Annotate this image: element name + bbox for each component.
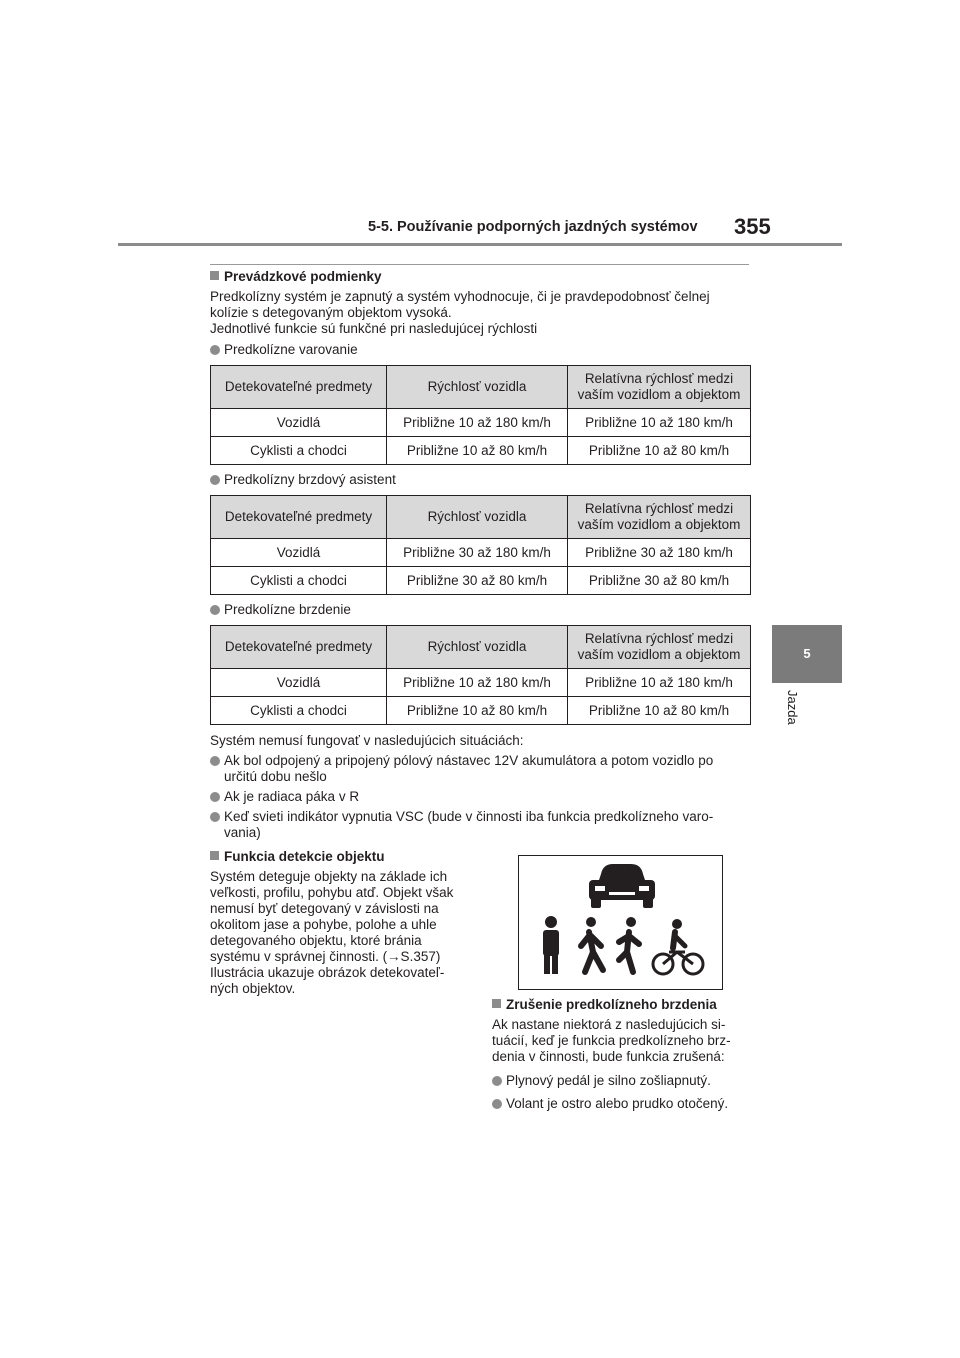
table-row: [211, 437, 751, 465]
bullet-dot-icon: [210, 345, 220, 355]
bullet-table-title: Predkolízne varovanie: [210, 342, 358, 358]
bullet-dot-icon: [210, 756, 220, 766]
detectable-objects-illustration: [518, 855, 723, 990]
speed-table-brake-assist: [210, 495, 751, 595]
intro-paragraph: Predkolízny systém je zapnutý a systém vyhodnocuje, či je pravdepodobnosť čelnej kolízie s detegovaným objektom vysoká. Jednotlivé funkcie sú funkčné pri nasledujúcej rýchlosti: [210, 289, 710, 336]
table-cell: Približne 30 až 180 km/h: [568, 539, 751, 567]
header-rule: [118, 243, 842, 246]
table-header-cell: Relatívna rýchlosť medzi vaším vozidlom a objektom: [568, 496, 751, 539]
table-cell: Približne 10 až 180 km/h: [568, 669, 751, 697]
table-row: [211, 669, 751, 697]
bullet-dot-icon: [492, 1076, 502, 1086]
pedestrian-standing-icon: [543, 916, 559, 974]
table-header-cell: Relatívna rýchlosť medzi vaším vozidlom a objektom: [568, 366, 751, 409]
situations-intro: Systém nemusí fungovať v nasledujúcich situáciách:: [210, 733, 524, 748]
table-header-cell: Rýchlosť vozidla: [387, 366, 568, 409]
speed-table-braking: [210, 625, 751, 725]
illustration-svg: [519, 856, 722, 989]
section-square-icon: [210, 271, 219, 280]
table-cell: Približne 10 až 80 km/h: [387, 697, 568, 725]
table-row: [211, 697, 751, 725]
table-cell: Cyklisti a chodci: [211, 437, 387, 465]
table-header-cell: Rýchlosť vozidla: [387, 496, 568, 539]
section-heading-object-detection: Funkcia detekcie objektu: [210, 848, 385, 865]
cancel-braking-paragraph: Ak nastane niektorá z nasledujúcich si- tuácií, keď je funkcia predkolízneho brz- denia v činnosti, bude funkcia zrušená:: [492, 1017, 731, 1064]
table-row: [211, 539, 751, 567]
bullet-dot-icon: [210, 475, 220, 485]
section-square-icon: [492, 999, 501, 1008]
cancel-condition-item: Volant je ostro alebo prudko otočený.: [492, 1096, 728, 1112]
chapter-tab-number: 5: [803, 646, 811, 661]
table-cell: Vozidlá: [211, 669, 387, 697]
object-detection-paragraph: Systém deteguje objekty na základe ich veľkosti, profilu, pohybu atď. Objekt však nemusí byť detegovaný v závislosti na okolitom jase a pohybe, polohe a uhle detegovaného objektu, ktoré bránia systému v správnej činnosti. (→S.357) Ilustrácia ukazuje obrázok detekovateľ- ných objektov.: [210, 869, 454, 996]
pedestrian-running-icon: [619, 917, 639, 972]
table-header-cell: Relatívna rýchlosť medzi vaším vozidlom a objektom: [568, 626, 751, 669]
bullet-dot-icon: [492, 1099, 502, 1109]
table-cell: Približne 10 až 180 km/h: [387, 669, 568, 697]
car-icon: [589, 864, 655, 908]
table-row: [211, 409, 751, 437]
table-cell: Približne 10 až 80 km/h: [387, 437, 568, 465]
bullet-table-title: Predkolízne brzdenie: [210, 602, 351, 618]
table-cell: Približne 30 až 180 km/h: [387, 539, 568, 567]
table-cell: Približne 10 až 80 km/h: [568, 437, 751, 465]
table-cell: Cyklisti a chodci: [211, 567, 387, 595]
speed-table-warning: [210, 365, 751, 465]
table-cell: Cyklisti a chodci: [211, 697, 387, 725]
section-heading-operating-conditions: Prevádzkové podmienky: [210, 268, 382, 285]
table-header-cell: Detekovateľné predmety: [211, 366, 387, 409]
situation-item: Keď svieti indikátor vypnutia VSC (bude v činnosti iba funkcia predkolízneho varo- vania): [210, 809, 769, 841]
chapter-title: 5-5. Používanie podporných jazdných systémov: [368, 219, 698, 235]
table-cell: Vozidlá: [211, 409, 387, 437]
table-row: [211, 567, 751, 595]
table-cell: Vozidlá: [211, 539, 387, 567]
bullet-dot-icon: [210, 605, 220, 615]
pedestrian-walking-icon: [581, 917, 603, 972]
section-heading-cancel-braking: Zrušenie predkolízneho brzdenia: [492, 996, 717, 1013]
section-rule: [210, 264, 749, 265]
page-number: 355: [734, 214, 771, 239]
situation-item: Ak je radiaca páka v R: [210, 789, 769, 805]
cyclist-icon: [653, 919, 703, 974]
table-cell: Približne 10 až 180 km/h: [568, 409, 751, 437]
section-square-icon: [210, 851, 219, 860]
bullet-table-title: Predkolízny brzdový asistent: [210, 472, 396, 488]
table-cell: Približne 10 až 180 km/h: [387, 409, 568, 437]
bullet-dot-icon: [210, 812, 220, 822]
table-cell: Približne 30 až 80 km/h: [387, 567, 568, 595]
table-header-cell: Detekovateľné predmety: [211, 626, 387, 669]
table-header-cell: Detekovateľné predmety: [211, 496, 387, 539]
table-cell: Približne 30 až 80 km/h: [568, 567, 751, 595]
bullet-dot-icon: [210, 792, 220, 802]
table-cell: Približne 10 až 80 km/h: [568, 697, 751, 725]
cancel-condition-item: Plynový pedál je silno zošliapnutý.: [492, 1073, 711, 1089]
situation-item: Ak bol odpojený a pripojený pólový nástavec 12V akumulátora a potom vozidlo po určitú dobu nešlo: [210, 753, 769, 785]
table-header-cell: Rýchlosť vozidla: [387, 626, 568, 669]
chapter-tab-label: Jazda: [785, 690, 800, 725]
